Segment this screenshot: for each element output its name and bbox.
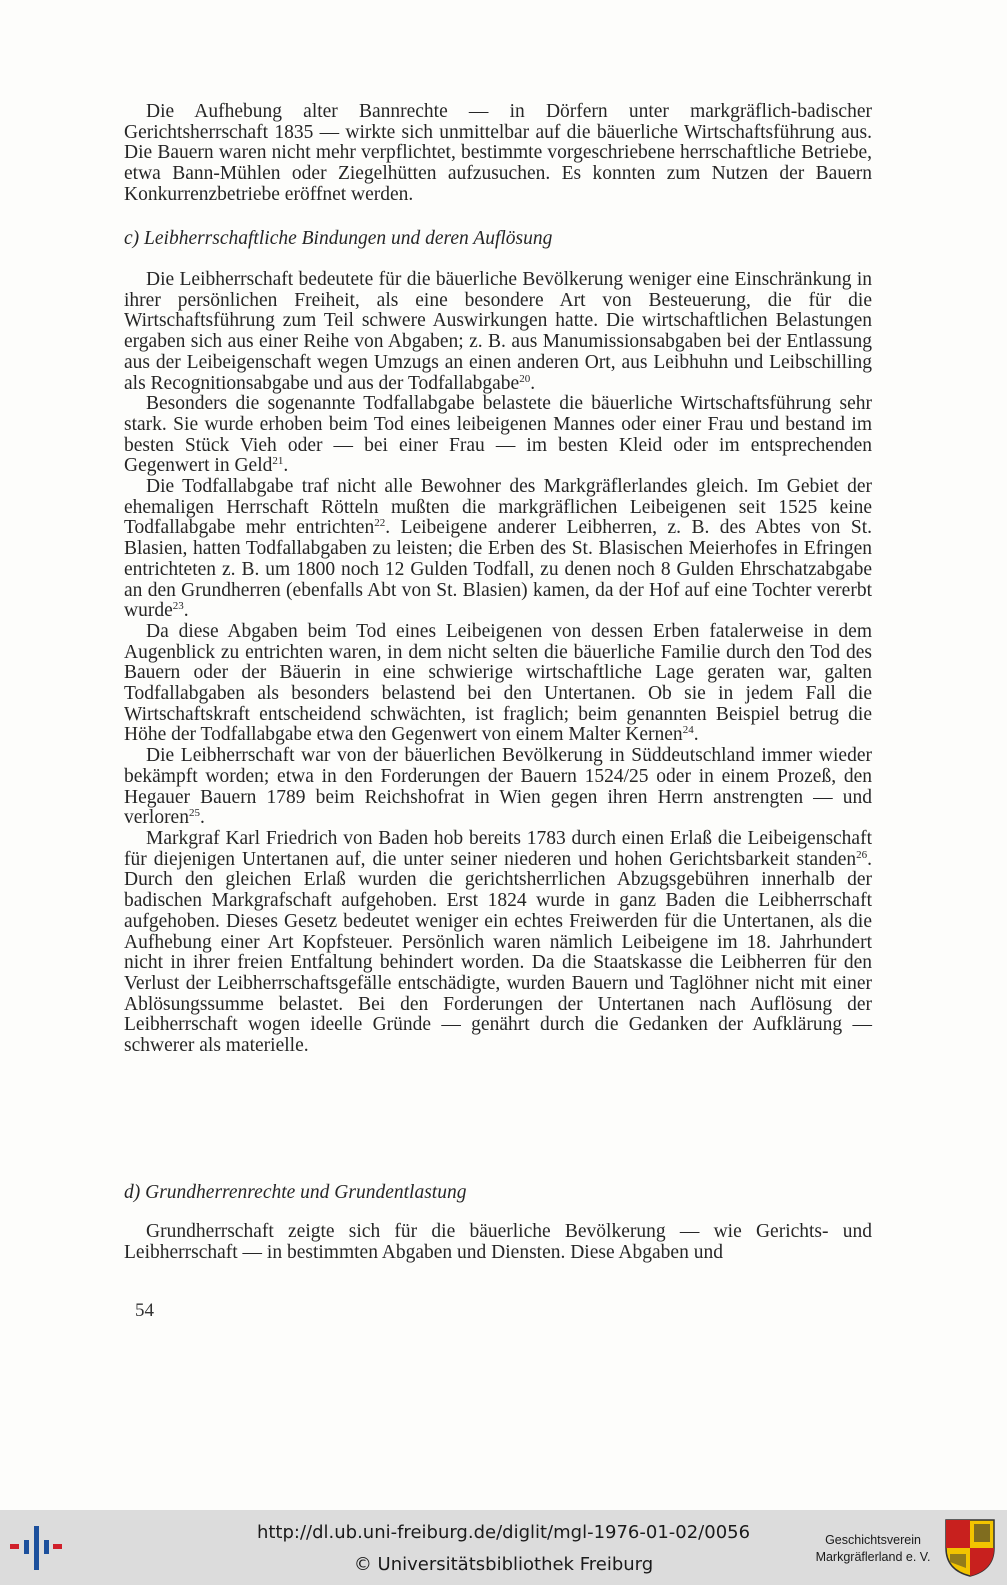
paragraph: Die Leibherrschaft bedeutete für die bäuerliche Bevölkerung weniger eine Einschränkung in ihrer persönlichen Freiheit, als eine besondere Art von Besteuerung, die für die Wirtschaftsführung zum Teil schwere Auswirkungen hatte. Die wirtschaftlichen Belastungen ergaben sich aus einer Reihe von Abgaben; z. B. aus Manumissionsabgaben bei der Entlassung aus der Leibeigenschaft wegen Umzugs an einen anderen Ort, aus Leibhuhn und Leibschilling als Recognitionsabgabe und aus der Todfallabgabe$^{20}$. — [124, 269, 872, 394]
footnote-ref[interactable]: 21 — [272, 455, 284, 468]
section-heading-d: d) Grundherrenrechte und Grundentlastung — [124, 1182, 467, 1203]
paragraph: Die Leibherrschaft war von der bäuerlichen Bevölkerung in Süddeutschland immer wieder bekämpft worden; etwa in den Forderungen der Bauern 1524/25 oder in einem Prozeß, den Hegauer Bauern 1789 beim Reichshofrat in Wien gegen ihren Herrn anstrengten — und verloren$^{25}$. — [124, 745, 872, 829]
section-c-body — [124, 270, 872, 1057]
paragraph: Die Todfallabgabe traf nicht alle Bewohner des Markgräflerlandes gleich. Im Gebiet der ehemaligen Herrschaft Rötteln mußten die markgräflichen Leibeigenen seit 1525 keine Todfallabgabe mehr entrichten$^{22}$. Leibeigene anderer Leibherren, z. B. des Abtes von St. Blasien, hatten Todfallabgaben zu leisten; die Erben des St. Blasischen Meierhofes in Efringen entrichteten z. B. um 1800 noch 12 Gulden Todfall, zu denen noch 8 Gulden Ehrschatzabgabe an den Grundherren (ebenfalls Abt von St. Blasien) kamen, da der Hof auf eine Tochter vererbt wurde$^{23}$. — [124, 476, 872, 622]
paragraph: Besonders die sogenannte Todfallabgabe belastete die bäuerliche Wirtschaftsführung sehr stark. Sie wurde erhoben beim Tod eines leibeigenen Mannes oder einer Frau und bestand im besten Stück Vieh oder — bei einer Frau — im besten Kleid oder im entsprechenden Gegenwert in Geld$^{21}$. — [124, 393, 872, 477]
section-heading-c: c) Leibherrschaftliche Bindungen und deren Auflösung — [124, 228, 553, 249]
coat-of-arms-icon[interactable] — [944, 1518, 996, 1578]
paragraph: Markgraf Karl Friedrich von Baden hob bereits 1783 durch einen Erlaß die Leibeigenschaft für diejenigen Untertanen auf, die unter seiner niederen und hohen Gerichtsbarkeit standen$^{26}$. Durch den gleichen Erlaß wurden die gerichtsherrlichen Abzugsgebühren innerhalb der badischen Markgrafschaft aufgehoben. Erst 1824 wurde in ganz Baden die Leibherrschaft aufgehoben. Dieses Gesetz bedeutet weniger ein echtes Freiwerden für die Untertanen, als die Aufhebung einer Art Kopfsteuer. Persönlich waren nämlich Leibeigene im 18. Jahrhundert nicht in ihrer freien Entfaltung behindert worden. Da die Staatskasse die Leibherren für den Verlust der Leibherrschaftsgefälle entschädigte, wurden Bauern und Taglöhner nicht mit einer Ablösungssumme belastet. Bei den Forderungen der Untertanen nach Auflösung der Leibherrschaft wogen ideelle Gründe — genährt durch die Gedanken der Aufklärung — schwerer als materielle. — [124, 827, 872, 1057]
paragraph: Grundherrschaft zeigte sich für die bäuerliche Bevölkerung — wie Gerichts- und Leibherrschaft — in bestimmten Abgaben und Diensten. Diese Abgaben und — [124, 1221, 872, 1263]
intro-paragraph-block — [124, 102, 872, 206]
section-d-body — [124, 1222, 872, 1263]
paragraph: Die Aufhebung alter Bannrechte — in Dörfern unter markgräflich-badischer Gerichtsherrschaft 1835 — wirkte sich unmittelbar auf die bäuerliche Wirtschaftsführung aus. Die Bauern waren nicht mehr verpflichtet, bestimmte vorgeschriebene herrschaftliche Betriebe, etwa Bann-Mühlen oder Ziegelhütten aufzusuchen. Es konnten zum Nutzen der Bauern Konkurrenzbetriebe eröffnet werden. — [124, 101, 872, 205]
footnote-ref[interactable]: 25 — [188, 807, 200, 820]
permalink-url[interactable]: http://dl.ub.uni-freiburg.de/diglit/mgl-1976-01-02/0056 — [256, 1522, 751, 1543]
footnote-ref[interactable]: 26 — [856, 848, 868, 861]
footnote-ref[interactable]: 20 — [519, 372, 531, 385]
footnote-ref[interactable]: 24 — [682, 724, 694, 737]
copyright-notice: © Universitätsbibliothek Freiburg — [353, 1554, 654, 1575]
paragraph: Da diese Abgaben beim Tod eines Leibeigenen von dessen Erben fatalerweise in dem Augenblick zu entrichten waren, in dem nicht selten die bäuerliche Familie durch den Tod des Bauern oder der Bäuerin in eine schwierige wirtschaftliche Lage geraten war, galten Todfallabgaben als besonders belastend bei den Untertanen. Ob sie in jedem Fall die Wirtschaftskraft entscheidend schwächten, ist fraglich; beim genannten Beispiel betrug die Höhe der Todfallabgabe etwa den Gegenwert von einem Malter Kernen$^{24}$. — [124, 620, 872, 746]
footnote-ref[interactable]: 23 — [172, 600, 184, 613]
viewer-footer — [0, 1510, 1007, 1585]
page-number: 54 — [135, 1300, 154, 1321]
footnote-ref[interactable]: 22 — [374, 517, 386, 530]
society-name: Geschichtsverein Markgräflerland e. V. — [815, 1533, 931, 1564]
